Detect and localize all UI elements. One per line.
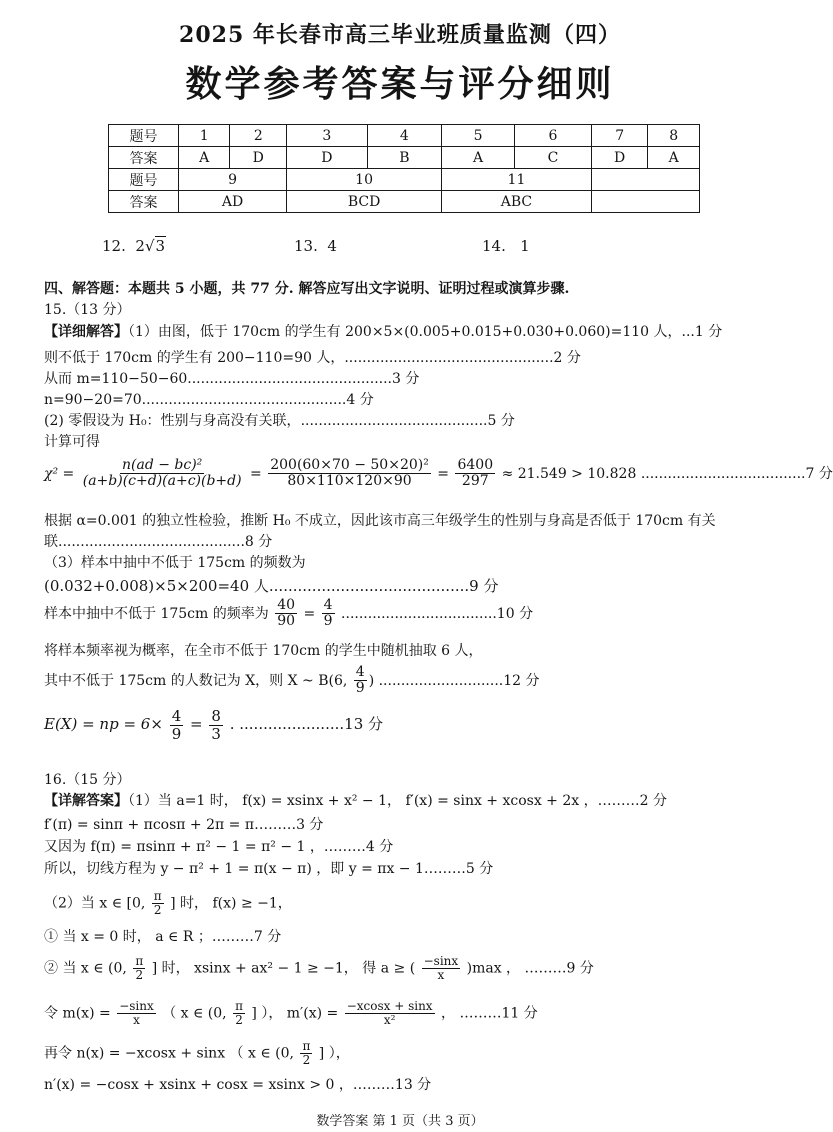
table-cell: 6 — [515, 125, 592, 147]
q15-line-4 — [44, 392, 374, 410]
q15-title: 15.（13 分） — [44, 302, 131, 318]
denominator: x — [437, 968, 445, 983]
formula-text: = — [250, 465, 262, 482]
solution-text: E(X) = np = 6× — [44, 715, 163, 733]
fraction — [354, 665, 367, 697]
q15-chi-square-formula — [44, 458, 833, 490]
table-row — [109, 147, 700, 169]
formula-text: = — [190, 715, 203, 733]
solution-text: 所以，切线方程为 y − π² + 1 = π(x − π) ，即 y = πx − 1 — [44, 861, 424, 877]
question-number: 14. — [482, 237, 506, 255]
q16-line-9 — [44, 1040, 350, 1067]
fraction — [455, 458, 495, 490]
fraction — [268, 458, 431, 490]
table-cell: D — [287, 147, 368, 169]
denominator: (a+b)(c+d)(a+c)(b+d) — [82, 473, 242, 490]
numerator: 4 — [171, 707, 182, 725]
table-cell: 5 — [442, 125, 515, 147]
solution-text: （2）当 x ∈ [0, — [44, 895, 146, 912]
numerator: π — [235, 999, 243, 1013]
q15-line-7: 根据 α=0.001 的独立性检验，推断 H₀ 不成立，因此该市高三年级学生的性别与身高是否低于 170cm 有关 — [44, 513, 716, 529]
solution-text: ① 当 x = 0 时， a ∈ R ； — [44, 929, 212, 945]
q16-line-1 — [44, 793, 667, 811]
solution-text: 又因为 f(π) = πsinπ + π² − 1 = π² − 1 ， — [44, 839, 324, 855]
q16-line-2 — [44, 817, 323, 835]
fraction — [322, 598, 335, 630]
q16-line-8 — [44, 1000, 538, 1027]
table-cell: 11 — [442, 169, 592, 191]
denominator: 90 — [277, 613, 296, 630]
table-cell: 1 — [179, 125, 230, 147]
table-cell: A — [179, 147, 230, 169]
question-number: 13. — [294, 237, 318, 255]
solution-text: ] ）， — [318, 1045, 350, 1062]
answer-12: 12. 2√3 — [102, 237, 166, 255]
table-cell-empty — [591, 191, 699, 213]
formula-text: ≈ 21.549 > 10.828 — [501, 465, 637, 482]
solution-text: (2) 零假设为 H₀：性别与身高没有关联， — [44, 413, 301, 429]
score-mark: ..........................................5 分 — [300, 413, 515, 429]
score-mark: .....................................7 分 — [640, 465, 833, 482]
q15-line-5 — [44, 413, 515, 431]
numerator: π — [153, 889, 162, 903]
score-mark: ………4 分 — [323, 839, 394, 855]
q15-line-6: 计算可得 — [44, 434, 100, 450]
solution-text: n′(x) = −cosx + xsinx + cosx = xsinx > 0 ， — [44, 1077, 353, 1093]
score-mark: ………2 分 — [597, 793, 667, 809]
exam-title: 2025 年长春市高三毕业班质量监测（四） — [179, 22, 621, 48]
denominator: 2 — [302, 1053, 311, 1068]
denominator: 9 — [355, 680, 365, 697]
q15-line-14 — [44, 708, 383, 742]
solution-text: ] 时， f(x) ≥ −1， — [170, 895, 292, 912]
q15-line-13 — [44, 665, 539, 697]
table-cell: A — [648, 147, 700, 169]
score-mark: ..............................................4 分 — [141, 392, 374, 408]
section-heading: 四、解答题：本题共 5 小题，共 77 分. 解答应写出文字说明、证明过程或演算步骤. — [44, 281, 570, 297]
q15-line-11 — [44, 598, 533, 630]
q15-line-3 — [44, 371, 419, 389]
numerator: 4 — [323, 597, 333, 613]
table-cell: A — [442, 147, 515, 169]
solution-text: ] 时， xsinx + ax² − 1 ≥ −1， 得 a ≥ ( — [151, 960, 416, 977]
solution-text: 再令 n(x) = −xcosx + sinx （ x ∈ (0, — [44, 1045, 294, 1062]
q16-line-4 — [44, 861, 493, 879]
q15-line-8 — [44, 534, 272, 552]
fraction — [233, 1000, 245, 1027]
table-cell: AD — [179, 191, 287, 213]
q16-line-3 — [44, 839, 393, 857]
answer-table — [108, 124, 700, 213]
solution-tag: 【详解答案】 — [44, 793, 128, 809]
denominator: 2 — [135, 968, 144, 983]
table-cell: 4 — [367, 125, 441, 147]
solution-text: （1）当 a=1 时， f(x) = xsinx + x² − 1， f′(x) = sinx + xcosx + 2x ， — [128, 793, 598, 809]
denominator: 297 — [461, 473, 489, 490]
denominator: 80×110×120×90 — [287, 473, 412, 490]
solution-text: ， — [441, 1005, 456, 1022]
numerator: n(ad − bc)² — [122, 457, 203, 473]
solution-text: 样本中抽中不低于 175cm 的频率为 — [44, 605, 269, 622]
fraction — [422, 955, 461, 982]
table-header-cell: 答案 — [109, 147, 179, 169]
q15-line-2 — [44, 350, 581, 368]
answer-radicand: 3 — [155, 237, 166, 255]
table-cell: D — [591, 147, 648, 169]
denominator: x² — [383, 1013, 396, 1028]
numerator: 8 — [211, 707, 221, 725]
numerator: −xcosx + sinx — [346, 999, 433, 1013]
solution-text: 其中不低于 175cm 的人数记为 X，则 X ~ B(6, — [44, 672, 348, 689]
score-mark: . ......................13 分 — [229, 715, 384, 733]
q15-line-1 — [44, 324, 722, 342]
numerator: −sinx — [119, 999, 154, 1013]
numerator: 4 — [355, 664, 365, 680]
fraction — [300, 1040, 312, 1067]
denominator: 9 — [323, 613, 333, 630]
fraction — [117, 1000, 156, 1027]
formula-text: ) — [368, 672, 375, 689]
answer-value: 2 — [135, 237, 145, 255]
solution-text: ② 当 x ∈ (0, — [44, 960, 127, 977]
solution-text: (0.032+0.008)×5×200=40 人 — [44, 577, 269, 595]
solution-text: 则不低于 170cm 的学生有 200−110=90 人， — [44, 350, 345, 366]
fraction — [81, 458, 244, 490]
table-header-cell: 答案 — [109, 191, 179, 213]
solution-text: n=90−20=70 — [44, 392, 142, 408]
solution-text: （1）由图，低于 170cm 的学生有 200×5×(0.005+0.015+0.030+0.060)=110 人， — [128, 324, 682, 340]
formula-text: = — [437, 465, 450, 482]
score-mark: ………11 分 — [459, 1005, 538, 1022]
q15-line-12: 将样本频率视为概率，在全市不低于 170cm 的学生中随机抽取 6 人， — [44, 643, 483, 659]
q16-line-5 — [44, 890, 292, 917]
fraction — [133, 955, 145, 982]
denominator: 2 — [153, 903, 162, 918]
fraction — [152, 890, 164, 917]
solution-text: 从而 m=110−50−60 — [44, 371, 188, 387]
answer-14 — [482, 237, 530, 255]
fraction — [345, 1000, 435, 1027]
q15-line-9: （3）样本中抽中不低于 175cm 的频数为 — [44, 555, 306, 571]
score-mark: ..........................................9 分 — [268, 577, 499, 595]
numerator: 40 — [277, 597, 296, 613]
table-cell: BCD — [287, 191, 442, 213]
table-cell: C — [515, 147, 592, 169]
fraction — [170, 708, 184, 742]
q16-title: 16.（15 分） — [44, 772, 131, 788]
denominator: 9 — [171, 724, 182, 743]
q16-line-7 — [44, 955, 594, 982]
score-mark: ………5 分 — [423, 861, 494, 877]
answer-value: 4 — [327, 237, 337, 255]
solution-text: （ x ∈ (0, — [162, 1005, 227, 1022]
score-mark: ..........................................8 分 — [58, 534, 273, 550]
table-cell: 9 — [179, 169, 287, 191]
page-footer: 数学答案 第 1 页（共 3 页） — [316, 1114, 484, 1129]
document-subtitle: 数学参考答案与评分细则 — [185, 63, 615, 105]
table-header-cell: 题号 — [109, 169, 179, 191]
numerator: 6400 — [457, 457, 494, 473]
table-row — [109, 191, 700, 213]
solution-text: ] ）， m′(x) = — [251, 1005, 339, 1022]
score-mark: ………13 分 — [352, 1077, 432, 1093]
table-row — [109, 125, 700, 147]
numerator: 200(60×70 − 50×20)² — [270, 457, 429, 473]
q16-line-10 — [44, 1077, 431, 1095]
solution-text: f′(π) = sinπ + πcosπ + 2π = π — [44, 817, 255, 833]
table-cell: ABC — [442, 191, 592, 213]
numerator: π — [302, 1039, 311, 1053]
q15-line-10 — [44, 577, 498, 596]
table-cell: 8 — [648, 125, 700, 147]
denominator: 2 — [235, 1013, 243, 1028]
score-mark: ...................................10 分 — [341, 605, 534, 622]
denominator: x — [133, 1013, 140, 1028]
score-mark: ………3 分 — [254, 817, 324, 833]
table-cell: 3 — [287, 125, 368, 147]
formula-text: χ² = — [44, 465, 75, 482]
table-header-cell: 题号 — [109, 125, 179, 147]
answer-value: 1 — [520, 237, 530, 255]
numerator: −sinx — [423, 954, 459, 968]
table-cell: 2 — [230, 125, 287, 147]
solution-text: )max ， — [466, 960, 521, 977]
score-mark: ...............................................2 分 — [344, 350, 581, 366]
solution-text: 联 — [44, 534, 58, 550]
score-mark: ...1 分 — [681, 324, 723, 340]
table-row — [109, 169, 700, 191]
fraction — [209, 708, 223, 742]
score-mark: ………7 分 — [211, 929, 282, 945]
table-cell-empty — [591, 169, 699, 191]
solution-tag: 【详细解答】 — [44, 324, 128, 340]
denominator: 3 — [211, 724, 221, 743]
question-number: 12. — [102, 237, 126, 255]
score-mark: ............................12 分 — [378, 672, 540, 689]
fraction — [275, 598, 297, 630]
formula-text: = — [303, 605, 316, 622]
score-mark: ..............................................3 分 — [187, 371, 420, 387]
table-cell: D — [230, 147, 287, 169]
answer-13 — [294, 237, 337, 255]
table-cell: B — [367, 147, 441, 169]
numerator: π — [135, 954, 144, 968]
score-mark: ………9 分 — [524, 960, 594, 977]
table-cell: 10 — [287, 169, 442, 191]
q16-line-6 — [44, 929, 281, 947]
solution-text: 令 m(x) = — [44, 1005, 111, 1022]
table-cell: 7 — [591, 125, 648, 147]
